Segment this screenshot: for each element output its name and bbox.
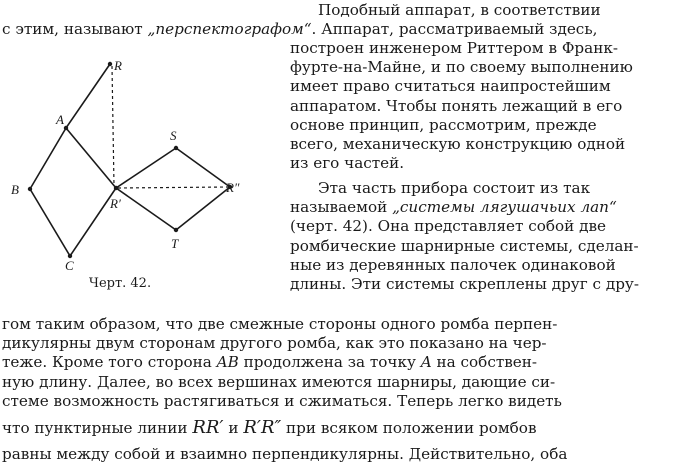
vertex-label-T: T — [171, 236, 179, 251]
segment-R1-S — [116, 148, 176, 188]
text-line-20: стеме возможность растягиваться и сжиматься. Теперь легко видеть — [2, 392, 562, 410]
segment-R2-T — [176, 187, 230, 230]
text-line-8: всего, механическую конструкцию одной — [290, 135, 626, 153]
segment-A-R1 — [66, 128, 116, 188]
dashed-R-R1 — [112, 66, 114, 186]
vertex-label-A: A — [56, 112, 64, 127]
text-line-14: ные из деревянных палочек одинаковой — [290, 256, 616, 274]
vertex-label-R2: R″ — [226, 180, 240, 195]
text-line-3: построен инженером Риттером в Франк- — [290, 39, 618, 57]
text-line-4: фурте-на-Майне, и по своему выполнению — [290, 58, 633, 76]
text-line-1: Подобный аппарат, в соответствии — [318, 1, 601, 19]
text-line-10: Эта часть прибора состоит из так — [318, 179, 591, 197]
figure-frog-legs-system — [0, 34, 240, 274]
text-line-13: ромбические шарнирные системы, сделан- — [290, 237, 639, 255]
text-line-16: гом таким образом, что две смежные стороны одного ромба перпен- — [2, 315, 558, 333]
text-line-2: с этим, называют „перспектографом“. Аппарат, рассматриваемый здесь, — [2, 20, 598, 38]
rhombus-diagram — [0, 34, 240, 274]
segment-B-C — [30, 189, 70, 256]
text-line-18: теже. Кроме того сторона AB продолжена за точку A на собствен- — [2, 353, 538, 371]
text-line-19: ную длину. Далее, во всех вершинах имеются шарниры, дающие си- — [2, 373, 556, 391]
figure-caption: Черт. 42. — [88, 276, 152, 291]
vertex-label-C: C — [65, 258, 74, 273]
text-line-7: основе принцип, рассмотрим, прежде — [290, 116, 597, 134]
segment-T-R1 — [116, 188, 176, 230]
text-line-17: дикулярны двум сторонам другого ромба, как это показано на чер- — [2, 334, 547, 352]
text-line-5: имеет право считаться наипростейшим — [290, 77, 611, 95]
text-line-15: длины. Эти системы скреплены друг с дру- — [290, 275, 639, 293]
text-line-12: (черт. 42). Она представляет собой две — [290, 217, 607, 235]
text-line-22: равны между собой и взаимно перпендикулярны. Действительно, оба — [2, 445, 568, 463]
text-line-9: из его частей. — [290, 154, 405, 172]
vertex-label-R: R — [114, 58, 122, 73]
vertex-label-R1: R′ — [110, 196, 121, 211]
text-line-21: что пунктирные линии RR′ и R′R″ при всяком положении ромбов — [2, 417, 537, 438]
segment-A-B — [30, 128, 66, 189]
vertex-label-S: S — [170, 128, 177, 143]
dashed-R1-R2 — [118, 187, 228, 188]
text-line-11: называемой „системы лягушачьих лап“ — [290, 198, 617, 216]
segment-S-R2 — [176, 148, 230, 187]
text-line-6: аппаратом. Чтобы понять лежащий в его — [290, 97, 623, 115]
vertex-label-B: B — [11, 182, 19, 197]
segment-R-A — [66, 64, 110, 128]
